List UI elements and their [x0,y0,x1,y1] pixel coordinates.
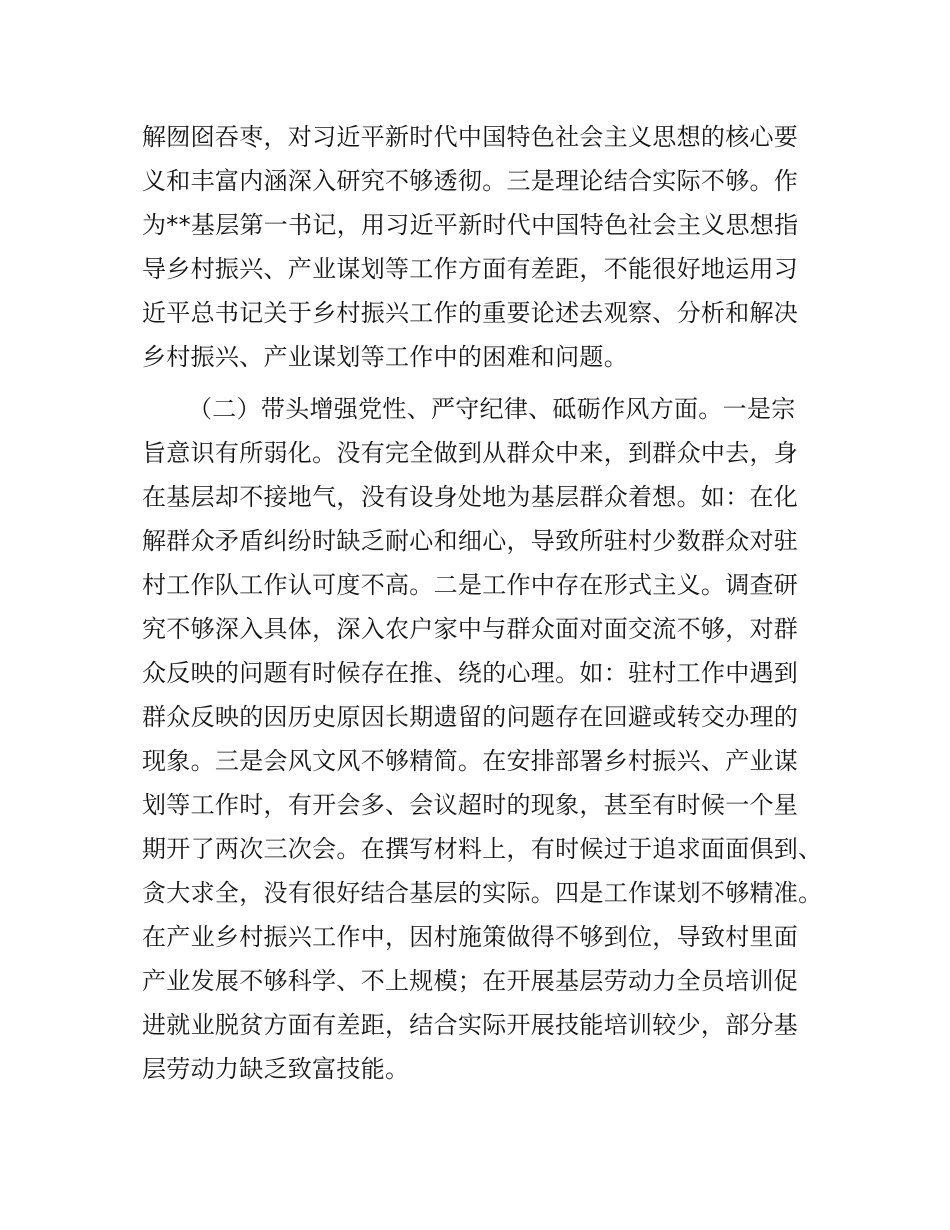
text-line: 解囫囵吞枣，对习近平新时代中国特色社会主义思想的核心要 [142,123,799,151]
text-line: 导乡村振兴、产业谋划等工作方面有差距，不能很好地运用习 [142,255,799,283]
text-line: 在产业乡村振兴工作中，因村施策做得不够到位，导致村里面 [142,923,799,951]
text-line: 乡村振兴、产业谋划等工作中的困难和问题。 [142,343,628,371]
text-line: 进就业脱贫方面有差距，结合实际开展技能培训较少，部分基 [142,1011,799,1039]
text-line: 众反映的问题有时候存在推、绕的心理。如：驻村工作中遇到 [142,659,799,687]
text-line: 层劳动力缺乏致富技能。 [142,1055,410,1083]
text-line: 贪大求全，没有很好结合基层的实际。四是工作谋划不够精准。 [142,879,823,907]
text-line: 期开了两次三次会。在撰写材料上，有时候过于追求面面俱到、 [142,835,823,863]
text-line: 解群众矛盾纠纷时缺乏耐心和细心，导致所驻村少数群众对驻 [142,527,799,555]
text-line: 现象。三是会风文风不够精简。在安排部署乡村振兴、产业谋 [142,747,799,775]
text-line: 旨意识有所弱化。没有完全做到从群众中来，到群众中去，身 [142,439,799,467]
text-line: 划等工作时，有开会多、会议超时的现象，甚至有时候一个星 [142,791,799,819]
text-line: 产业发展不够科学、不上规模；在开展基层劳动力全员培训促 [142,967,799,995]
text-line: 近平总书记关于乡村振兴工作的重要论述去观察、分析和解决 [142,299,799,327]
text-line: 村工作队工作认可度不高。二是工作中存在形式主义。调查研 [142,571,799,599]
text-line: 为**基层第一书记，用习近平新时代中国特色社会主义思想指 [142,211,799,239]
text-line: 在基层却不接地气，没有设身处地为基层群众着想。如：在化 [142,483,799,511]
paragraph-heading-line: （二）带头增强党性、严守纪律、砥砺作风方面。一是宗 [188,395,796,423]
text-line: 群众反映的因历史原因长期遗留的问题存在回避或转交办理的 [142,703,799,731]
text-line: 义和丰富内涵深入研究不够透彻。三是理论结合实际不够。作 [142,167,799,195]
text-line: 究不够深入具体，深入农户家中与群众面对面交流不够，对群 [142,615,799,643]
